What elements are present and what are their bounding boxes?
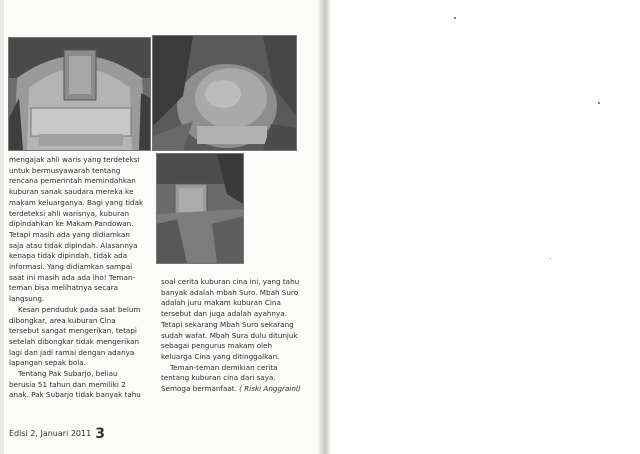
speck [598, 102, 600, 104]
tomb-photo-headstone [8, 37, 151, 151]
speck [550, 258, 551, 259]
tomb-photo-marker [156, 153, 244, 264]
text-line: dipindahkan ke Makam Pandowan. [9, 219, 134, 229]
text-line: Tentang Pak Subarjo, beliau [18, 369, 118, 379]
text-line: Teman-teman demikian cerita [170, 362, 278, 372]
text-line: tentang kuburan cina dari saya. [161, 373, 276, 383]
text-line: lagi dan jadi ramai dengan adanya [9, 347, 135, 357]
text-line: langsung. [9, 294, 45, 304]
text-line: soal cerita kuburan cina ini, yang tahu [161, 277, 300, 286]
text-line: adalah juru makam kuburan Cina [161, 298, 281, 308]
text-line: keluarga Cina yang ditinggalkan. [161, 351, 280, 361]
author-credit: ( Riski Anggraini) [239, 384, 301, 394]
text-line: lapangan sepak bola. [9, 358, 86, 368]
text-line: tersebut dan juga adalah ayahnya. [161, 309, 287, 319]
text-line: informasi. Yang didiamkan sampai [9, 262, 133, 272]
text-line: sudah wafat. Mbah Sura dulu ditunjuk [161, 330, 298, 340]
page-footer [9, 426, 105, 442]
text-line: makam keluarganya. Bagi yang tidak [9, 197, 144, 207]
page-gutter [318, 0, 330, 454]
text-line: tersebut sangat mengerikan, tetapi [9, 326, 137, 336]
text-line: saat ini masih ada ada lho! Teman- [9, 272, 136, 282]
tomb-photo-overgrown [152, 35, 297, 151]
text-line: setelah dibongkar tidak mengerikan [9, 336, 140, 346]
text-line: rencana pemerintah memindahkan [9, 176, 136, 186]
text-line: saja atau tidak dipindah. Alasannya [9, 240, 138, 250]
right-page-blank [330, 0, 640, 454]
speck [454, 17, 456, 19]
text-line: kenapa tidak dipindah, tidak ada [9, 251, 128, 261]
edition-label: Edisi 2, Januari 2011 [9, 429, 92, 438]
text-line: Tetapi sekarang Mbah Suro sekarang [161, 319, 294, 329]
text-line: kuburan sanak saudara mereka ke [9, 187, 134, 197]
text-line: berusia 51 tahun dan memiliki 2 [9, 379, 126, 389]
closing-text: Semoga bermanfaat. [161, 384, 237, 394]
text-line [161, 384, 306, 395]
page-number: 3 [95, 426, 105, 442]
text-line: Kesan penduduk pada saat belum [18, 304, 141, 314]
text-line: terdeteksi ahli warisnya, kuburan [9, 208, 130, 218]
text-line: banyak adalah mbah Suro. Mbah Suro [161, 287, 299, 297]
article-column-left [9, 155, 151, 401]
article-column-right [161, 277, 306, 395]
text-line: teman bisa melihatnya secara [9, 283, 119, 293]
text-line: mengajak ahli waris yang terdeteksi [9, 155, 140, 164]
text-line: Tetapi masih ada yang didiamkan [9, 229, 130, 239]
text-line: anak. Pak Subarjo tidak banyak tahu [9, 390, 141, 400]
text-line: untuk bermusyawarah tentang [9, 165, 121, 175]
text-line: dibongkar, area kuburan Cina [9, 315, 116, 325]
text-line: sebagai pengurus makam oleh [161, 341, 273, 351]
